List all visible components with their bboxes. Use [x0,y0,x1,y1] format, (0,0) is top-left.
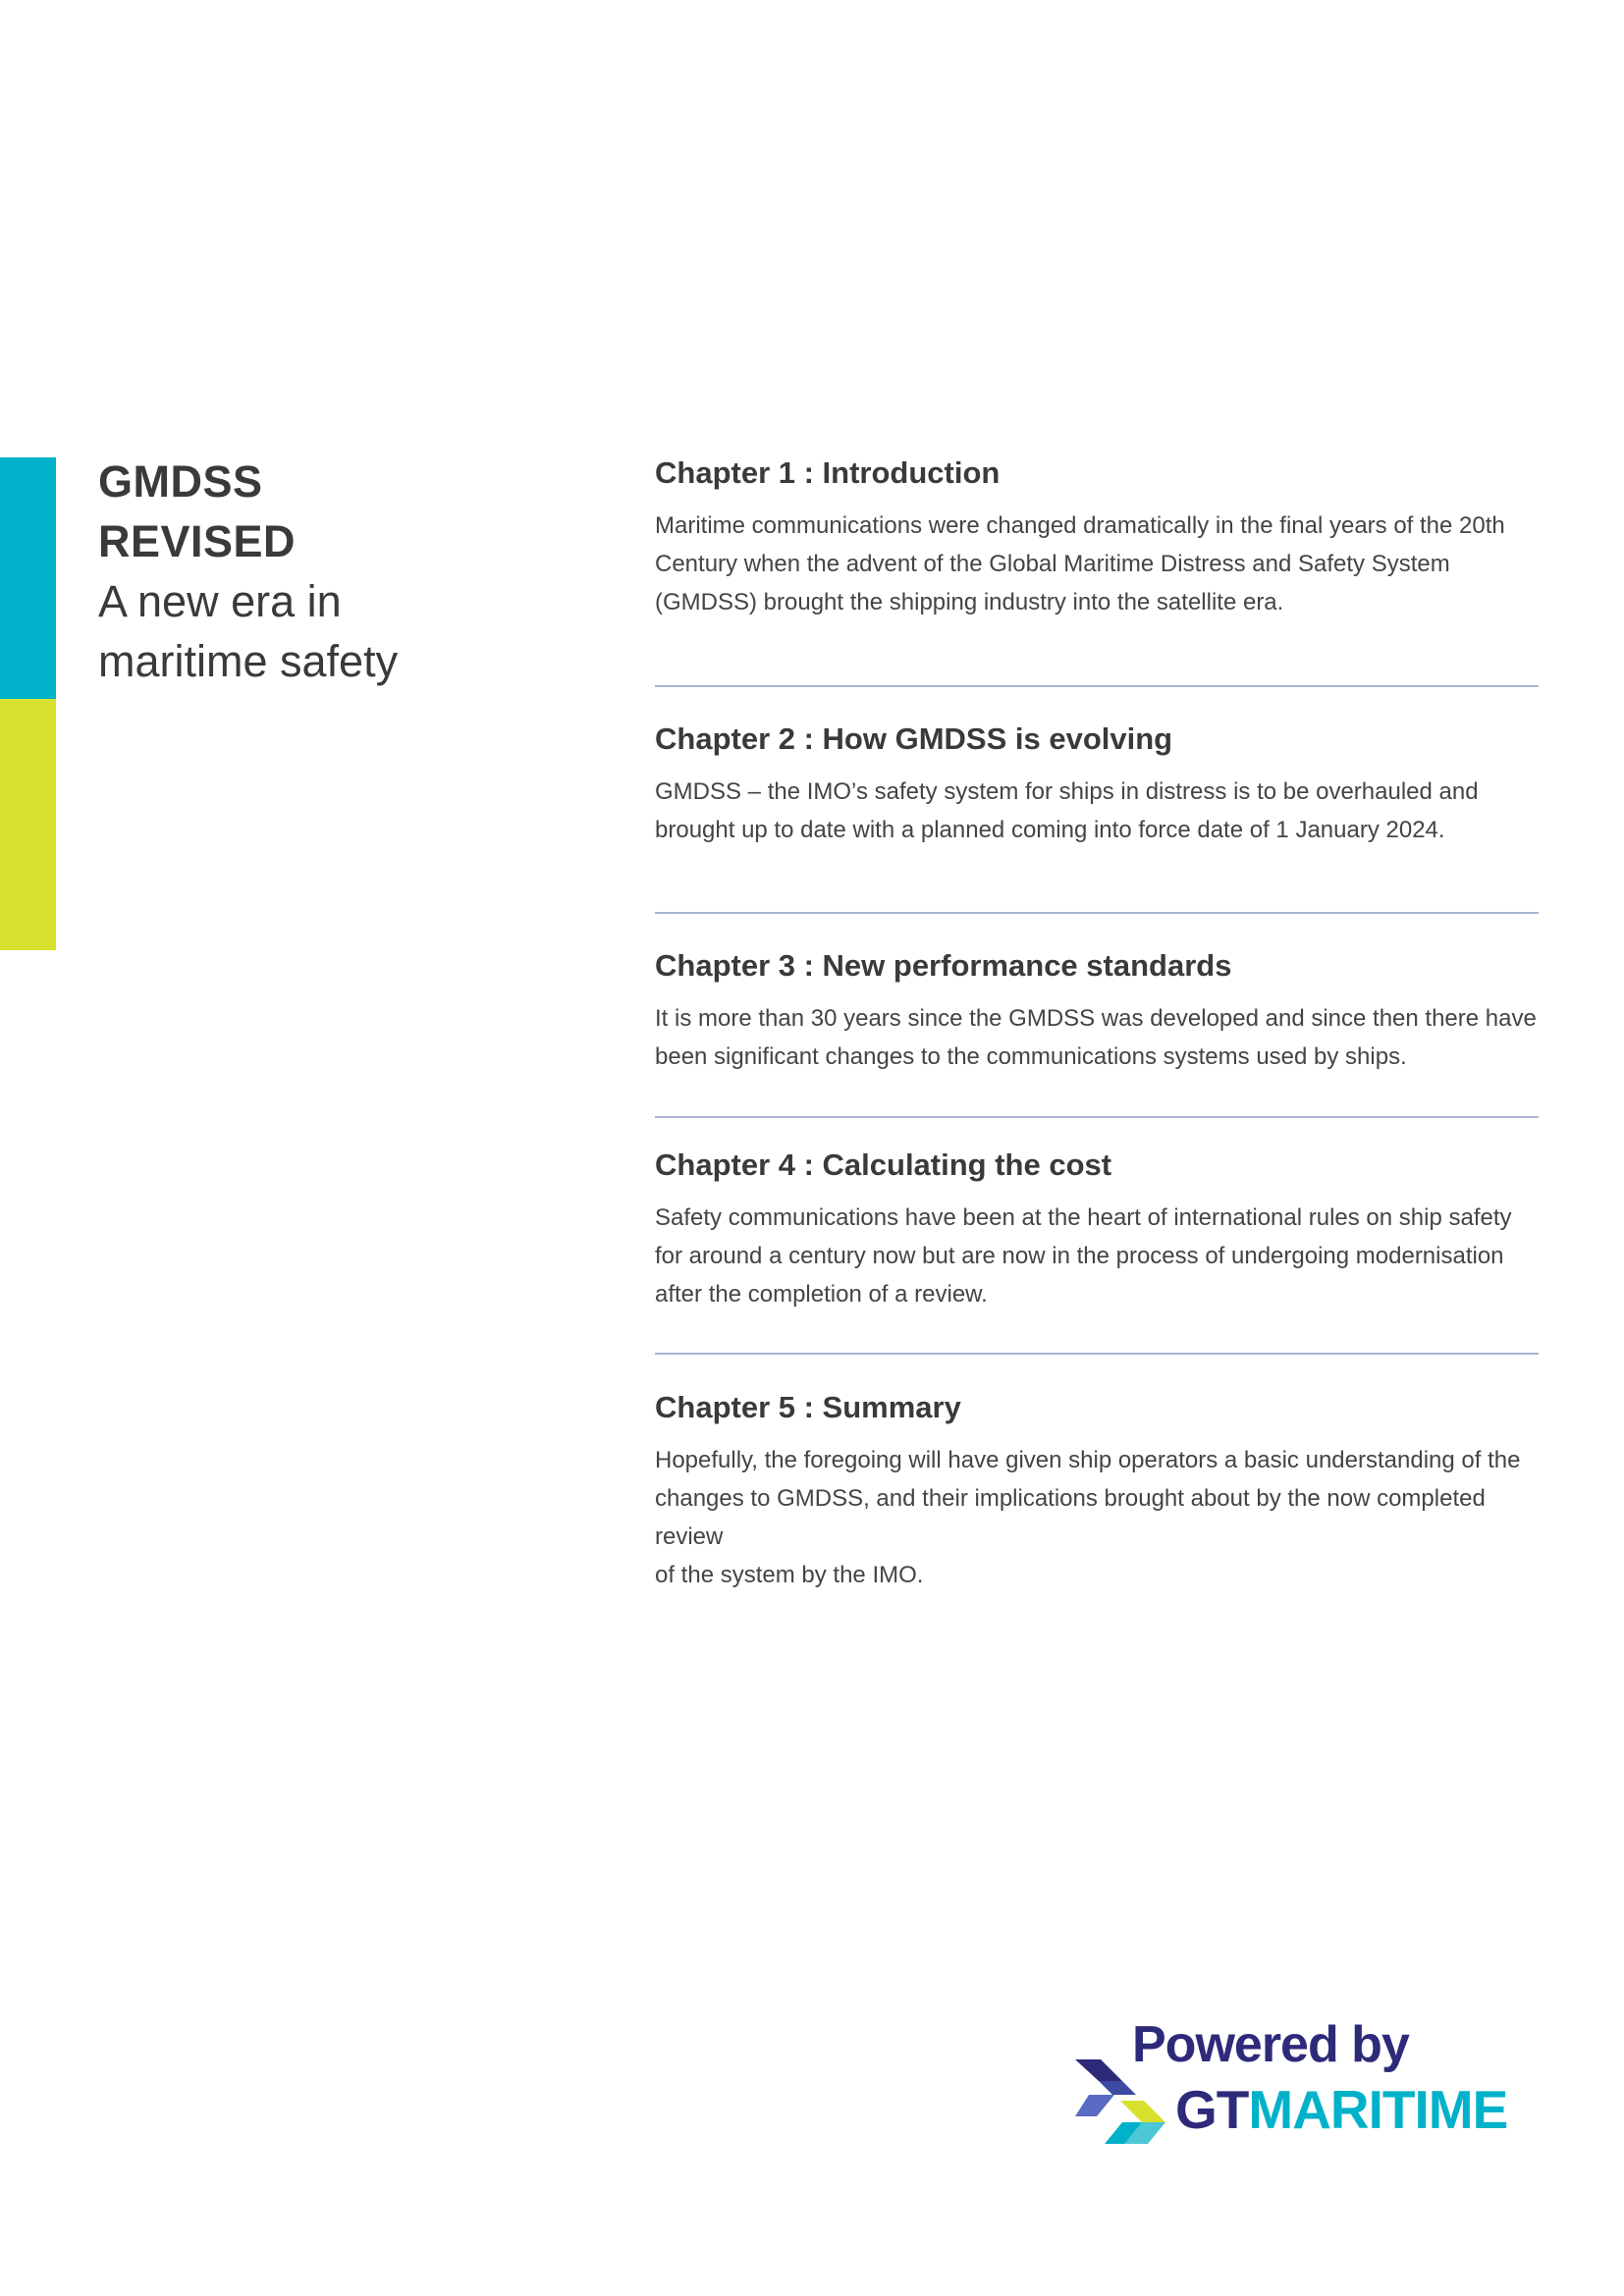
accent-bar-lime [0,699,56,950]
chapter-2 [655,720,1558,849]
chapter-summary [655,1441,1558,1594]
accent-bar-cyan [0,457,56,699]
chapter-divider [655,912,1539,914]
chapter-summary [655,773,1558,849]
chapter-divider [655,1116,1539,1118]
logo-powered-by: Powered by [1132,2016,1409,2073]
summary-line: GMDSS – the IMO’s safety system for ships in distress is to be overhauled and [655,778,1479,805]
title-line-1: GMDSS [98,456,263,507]
chapter-heading: Chapter 2 : How GMDSS is evolving [655,721,1173,756]
chapter-1 [655,454,1558,621]
chapter-summary [655,999,1558,1076]
summary-line: changes to GMDSS, and their implications brought about by the now completed review [655,1485,1486,1550]
chevron-arrow-icon [1075,2059,1169,2144]
chapter-3 [655,946,1558,1076]
subtitle-line-2: maritime safety [98,636,399,686]
title-line-2: REVISED [98,516,297,566]
chapter-heading: Chapter 4 : Calculating the cost [655,1148,1112,1182]
summary-line: for around a century now but are now in the process of undergoing modernisation [655,1243,1504,1269]
chapter-heading: Chapter 5 : Summary [655,1390,961,1424]
chapter-5 [655,1388,1558,1594]
chapter-summary [655,1199,1558,1313]
logo-brand-maritime: MARITIME [1248,2079,1508,2140]
summary-line: Safety communications have been at the heart of international rules on ship safety [655,1204,1512,1231]
chapter-summary [655,507,1558,621]
logo-brand-gt: GT [1175,2079,1249,2140]
chapter-heading: Chapter 3 : New performance standards [655,948,1232,983]
chapter-4 [655,1146,1558,1313]
summary-line: It is more than 30 years since the GMDSS was developed and since then there have [655,1005,1537,1032]
summary-line: brought up to date with a planned coming into force date of 1 January 2024. [655,817,1445,843]
gtmaritime-logo [1075,2012,1537,2150]
summary-line: after the completion of a review. [655,1281,988,1308]
summary-line: Hopefully, the foregoing will have given ship operators a basic understanding of the [655,1447,1521,1473]
chapter-divider [655,685,1539,687]
summary-line: of the system by the IMO. [655,1562,924,1588]
cover-title [98,452,609,691]
summary-line: Maritime communications were changed dramatically in the final years of the 20th [655,512,1505,539]
logo-brand [1175,2077,1507,2142]
chapter-heading: Chapter 1 : Introduction [655,455,1001,490]
chapter-divider [655,1353,1539,1355]
summary-line: Century when the advent of the Global Maritime Distress and Safety System [655,551,1450,577]
subtitle-line-1: A new era in [98,576,342,626]
summary-line: been significant changes to the communications systems used by ships. [655,1043,1407,1070]
summary-line: (GMDSS) brought the shipping industry into the satellite era. [655,589,1284,615]
